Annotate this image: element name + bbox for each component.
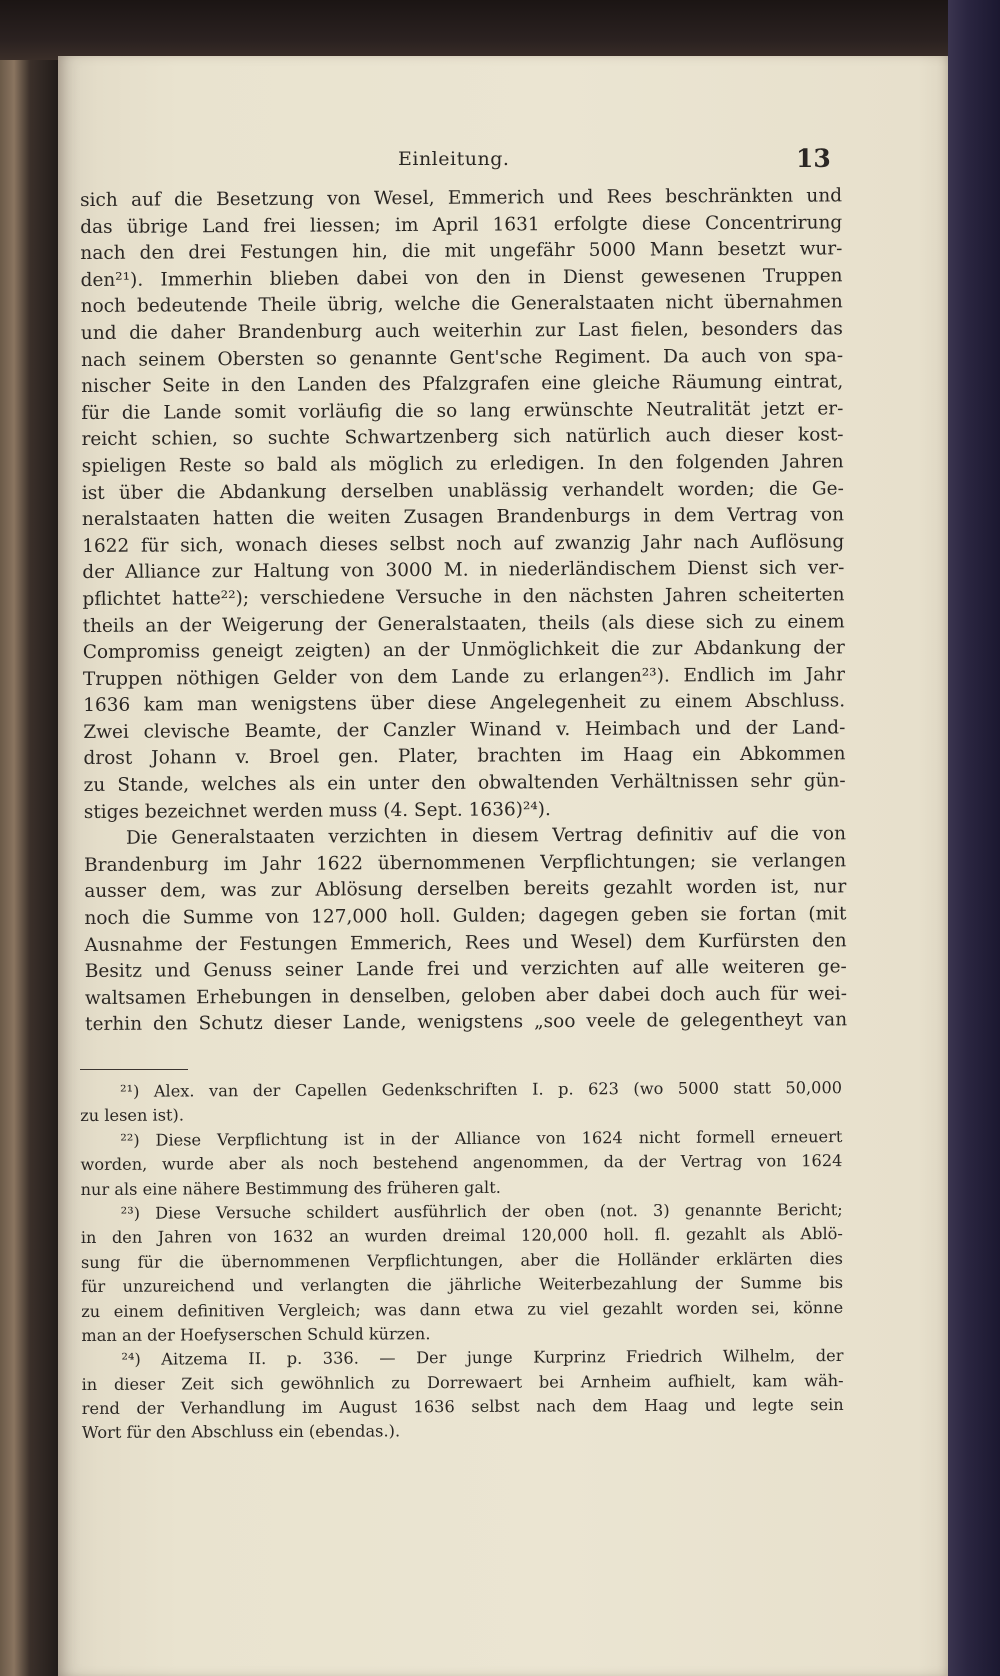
body-line: Brandenburg im Jahr 1622 übernommenen Verpflichtungen; sie verlangen — [84, 850, 847, 876]
body-line: 1622 für sich, wonach dieses selbst noch auf zwanzig Jahr nach Auflösung — [82, 531, 845, 557]
footnotes — [80, 1076, 844, 1446]
body-line: ausser dem, was zur Ablösung derselben bereits gezahlt worden ist, nur — [84, 876, 847, 903]
body-line: stiges bezeichnet werden muss (4. Sept. 1636)²⁴). — [83, 798, 551, 823]
body-line: das übrige Land frei liessen; im April 1631 erfolgte diese Concentrirung — [80, 211, 843, 238]
body-line: für die Lande somit vorläufig die so lang erwünschte Neutralität jetzt er- — [81, 398, 844, 424]
footnote-line: ²¹) Alex. van der Capellen Gedenkschriften I. p. 623 (wo 5000 statt 50,000 — [120, 1078, 843, 1101]
footnote-line: nur als eine nähere Bestimmung des früheren galt. — [80, 1177, 501, 1199]
body-line: sich auf die Besetzung von Wesel, Emmerich und Rees beschränkten und — [80, 185, 843, 211]
footnote-line: in den Jahren von 1632 an wurden dreimal 120,000 holl. fl. gezahlt als Ablö- — [80, 1224, 843, 1248]
body-line: Ausnahme der Festungen Emmerich, Rees und Wesel) dem Kurfürsten den — [84, 929, 847, 956]
footnote-line: worden, wurde aber als noch bestehend angenommen, da der Vertrag von 1624 — [80, 1151, 843, 1175]
footnote-line: ²⁴) Aitzema II. p. 336. — Der junge Kurprinz Friedrich Wilhelm, der — [121, 1346, 844, 1370]
body-line: drost Johann v. Broel gen. Plater, brachten im Haag ein Abkommen — [83, 743, 846, 770]
body-line: waltsamen Erhebungen in denselben, geloben aber dabei doch auch für wei- — [84, 983, 847, 1009]
book-cover-edge — [948, 0, 1000, 1676]
body-line: Besitz und Genuss seiner Lande frei und verzichten auf alle weiteren ge- — [84, 956, 847, 983]
footnote-line: zu einem definitiven Vergleich; was dann etwa zu viel gezahlt worden sei, könne — [81, 1297, 844, 1321]
body-line: den²¹). Immerhin blieben dabei von den in Dienst gewesenen Truppen — [80, 265, 843, 291]
body-line: Compromiss geneigt zeigten) an der Unmöglichkeit die zur Abdankung der — [82, 637, 845, 664]
body-line: noch die Summe von 127,000 holl. Gulden; dagegen geben sie fortan (mit — [84, 903, 847, 930]
body-line: der Alliance zur Haltung von 3000 M. in niederländischem Dienst sich ver- — [82, 557, 845, 584]
body-line: Die Generalstaaten verzichten in diesem Vertrag definitiv auf die von — [125, 823, 847, 849]
footnote-line: ²³) Diese Versuche schildert ausführlich der oben (not. 3) genannte Bericht; — [120, 1199, 843, 1223]
body-line: 1636 kam man wenigstens über diese Angelegenheit zu einem Abschluss. — [83, 690, 846, 717]
footnote-line: Wort für den Abschluss ein (ebendas.). — [81, 1421, 401, 1443]
footnote-line: man an der Hoefyserschen Schuld kürzen. — [81, 1324, 431, 1345]
body-line: und die daher Brandenburg auch weiterhin zur Last fielen, besonders das — [80, 318, 843, 344]
footnote-line: in dieser Zeit sich gewöhnlich zu Dorrewaert bei Arnheim aufhielt, kam wäh- — [81, 1370, 844, 1394]
body-line: nach den drei Festungen hin, die mit ungefähr 5000 Mann besetzt wur- — [80, 238, 843, 265]
body-line: reicht schien, so suchte Schwartzenberg sich natürlich auch dieser kost- — [81, 424, 844, 451]
body-line: ist über die Abdankung derselben unablässig verhandelt worden; die Ge- — [81, 477, 844, 504]
body-line: zu Stande, welches als ein unter den obwaltenden Verhältnissen sehr gün- — [83, 770, 846, 797]
body-line: pflichtet hatte²²); verschiedene Versuche in den nächsten Jahren scheiterten — [82, 584, 845, 610]
body-line: neralstaaten hatten die weiten Zusagen Brandenburgs in dem Vertrag von — [81, 504, 845, 531]
footnote-divider — [80, 1069, 188, 1070]
book-page — [58, 56, 948, 1676]
top-book-edge — [0, 0, 1000, 60]
body-line: spieligen Reste so bald als möglich zu erledigen. In den folgenden Jahren — [81, 451, 844, 477]
body-line: nischer Seite in den Landen des Pfalzgrafen eine gleiche Räumung eintrat, — [81, 371, 844, 398]
body-line: terhin den Schutz dieser Lande, wenigstens „soo veele de gelegentheyt van — [85, 1009, 848, 1036]
body-text — [80, 183, 847, 1039]
body-line: Truppen nöthigen Gelder von dem Lande zu erlangen²³). Endlich im Jahr — [82, 664, 846, 690]
body-line: noch bedeutende Theile übrig, welche die Generalstaaten nicht übernahmen — [80, 291, 843, 318]
footnote-line: zu lesen ist). — [80, 1105, 185, 1126]
footnote-line: für unzureichend und verlangten die jährliche Weiterbezahlung der Summe bis — [81, 1273, 844, 1297]
footnote-line: sung für die übernommenen Verpflichtungen, aber die Holländer erklärten dies — [80, 1248, 843, 1272]
footnote-line: ²²) Diese Verpflichtung ist in der Alliance von 1624 nicht formell erneuert — [120, 1126, 843, 1150]
book-gutter — [0, 60, 60, 1676]
running-head-title: Einleitung. — [398, 148, 510, 170]
body-line: Zwei clevische Beamte, der Canzler Winand v. Heimbach und der Land- — [83, 717, 846, 743]
body-line: theils an der Weigerung der Generalstaaten, theils (als diese sich zu einem — [82, 610, 845, 637]
running-head — [58, 144, 948, 178]
page-number: 13 — [796, 144, 831, 173]
footnote-line: rend der Verhandlung im August 1636 selbst nach dem Haag und legte sein — [81, 1395, 844, 1419]
body-line: nach seinem Obersten so genannte Gent'sche Regiment. Da auch von spa- — [80, 344, 844, 371]
